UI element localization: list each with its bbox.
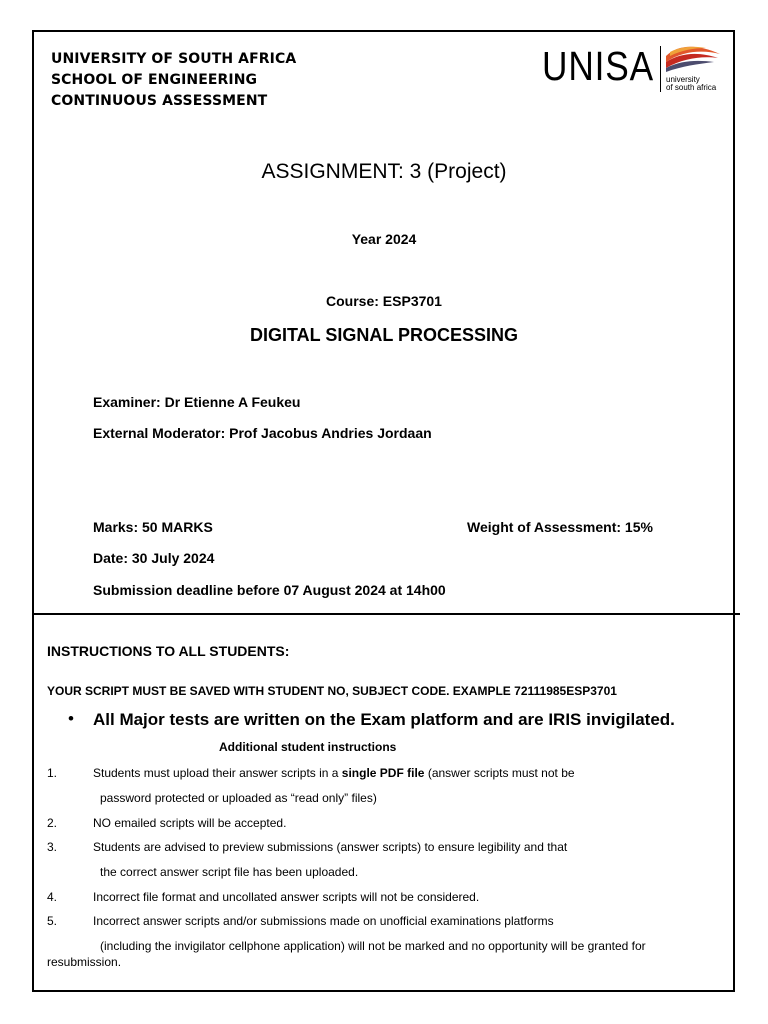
list-item-number: 2. <box>47 816 58 830</box>
course-name: DIGITAL SIGNAL PROCESSING <box>249 325 519 345</box>
section-divider <box>32 613 740 615</box>
list-item-text: Students are advised to preview submissions (answer scripts) to ensure legibility and that <box>93 840 568 854</box>
unisa-flag-icon <box>664 42 722 74</box>
date: Date: 30 July 2024 <box>93 550 215 566</box>
unisa-logo-wordmark: UNISA <box>542 43 655 89</box>
assessment-type: CONTINUOUS ASSESSMENT <box>51 93 268 109</box>
list-item-text: NO emailed scripts will be accepted. <box>93 816 287 830</box>
year-label: Year 2024 <box>351 231 417 247</box>
course-code: Course: ESP3701 <box>326 293 442 309</box>
list-item-text: Incorrect answer scripts and/or submissions made on unofficial examinations platforms <box>93 914 554 928</box>
logo-separator <box>660 46 661 92</box>
list-item-emphasis: single PDF file <box>341 766 425 780</box>
submission-deadline: Submission deadline before 07 August 2024 at 14h00 <box>93 582 446 598</box>
school-name: SCHOOL OF ENGINEERING <box>51 72 258 88</box>
script-naming-note: YOUR SCRIPT MUST BE SAVED WITH STUDENT NO, SUBJECT CODE. EXAMPLE 72111985ESP3701 <box>47 684 617 698</box>
list-item-text: Incorrect file format and uncollated answer scripts will not be considered. <box>93 890 480 904</box>
bullet-glyph: • <box>68 709 74 728</box>
list-item <box>93 766 575 780</box>
list-item-continuation: resubmission. <box>47 955 122 969</box>
list-item-number: 1. <box>47 766 58 780</box>
list-item-continuation: the correct answer script file has been uploaded. <box>100 865 359 879</box>
instructions-heading: INSTRUCTIONS TO ALL STUDENTS: <box>47 643 290 659</box>
iris-invigilation-bullet: All Major tests are written on the Exam platform and are IRIS invigilated. <box>93 710 675 729</box>
logo-subtext-university: university <box>666 75 700 84</box>
assignment-title: ASSIGNMENT: 3 (Project) <box>261 160 507 183</box>
list-item-number: 5. <box>47 914 58 928</box>
list-item-number: 3. <box>47 840 58 854</box>
logo-subtext-south-africa: of south africa <box>666 83 717 92</box>
list-item-continuation: (including the invigilator cellphone application) will not be marked and no opportunity will be granted for <box>100 939 646 953</box>
examiner: Examiner: Dr Etienne A Feukeu <box>93 394 301 410</box>
list-item-number: 4. <box>47 890 58 904</box>
external-moderator: External Moderator: Prof Jacobus Andries Jordaan <box>93 425 432 441</box>
list-item-text: Students must upload their answer scripts in a <box>93 766 342 780</box>
university-name: UNIVERSITY OF SOUTH AFRICA <box>51 51 297 67</box>
list-item-continuation: password protected or uploaded as “read only” files) <box>100 791 377 805</box>
additional-instructions-heading: Additional student instructions <box>219 740 397 754</box>
list-item-text: (answer scripts must not be <box>424 766 575 780</box>
marks: Marks: 50 MARKS <box>93 519 213 535</box>
assessment-weight: Weight of Assessment: 15% <box>467 519 653 535</box>
